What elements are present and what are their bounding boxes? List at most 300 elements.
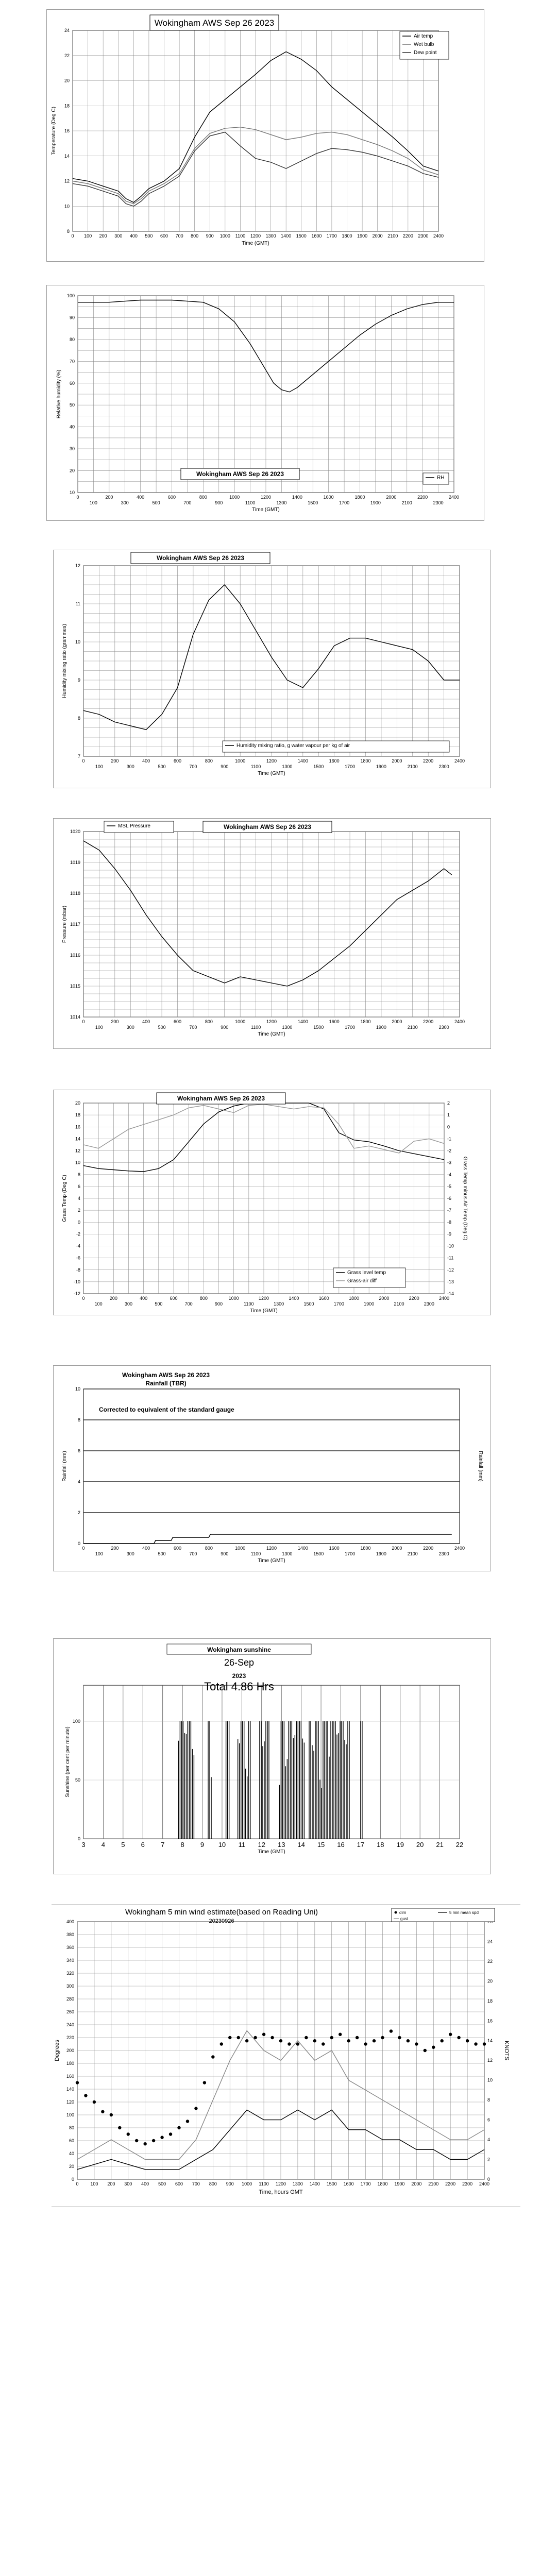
x-tick-label: 2400 xyxy=(454,758,465,764)
x-tick-label: 200 xyxy=(111,758,119,764)
y-tick-label: 40 xyxy=(69,424,75,430)
x-tick-label: 1100 xyxy=(250,764,261,769)
x-tick-label: 1400 xyxy=(281,233,292,239)
sunshine-chart-panel xyxy=(53,1638,491,1874)
x-tick-label: 700 xyxy=(183,500,192,505)
y-tick-label: 70 xyxy=(69,359,75,364)
x-tick-label: 1000 xyxy=(219,233,230,239)
x-tick-label: 1600 xyxy=(329,758,340,764)
x-tick-label: 1400 xyxy=(309,2181,320,2187)
x-tick-label: 2200 xyxy=(445,2181,456,2187)
wind-direction-point xyxy=(110,2113,113,2116)
y-tick-label: 50 xyxy=(75,1777,80,1783)
x-tick-label: 400 xyxy=(129,233,138,239)
x-tick-label: 100 xyxy=(94,1301,103,1307)
x-tick-label: 1900 xyxy=(376,764,386,769)
y-tick-label: 1018 xyxy=(70,891,80,896)
y-tick-label: -10 xyxy=(73,1279,80,1284)
x-tick-label: 600 xyxy=(170,1296,178,1301)
wind-direction-point xyxy=(322,2042,325,2045)
y2-tick-label: -8 xyxy=(447,1219,452,1225)
chart-title-box xyxy=(157,1093,285,1104)
legend-label: Wet bulb xyxy=(414,42,434,47)
x-tick-label: 0 xyxy=(82,758,85,764)
x-tick-label: 100 xyxy=(90,2181,98,2187)
x-tick-label: 100 xyxy=(95,764,103,769)
x-tick-label: 12 xyxy=(258,1841,266,1849)
wind-direction-point xyxy=(449,2033,452,2036)
x-tick-label: 700 xyxy=(189,1025,197,1030)
wind-direction-point xyxy=(101,2110,104,2113)
y-tick-label: 1017 xyxy=(70,922,80,927)
x-axis-title: Time (GMT) xyxy=(242,241,269,246)
y-tick-label: -2 xyxy=(76,1231,80,1237)
x-tick-label: 2400 xyxy=(433,233,444,239)
y-tick-label: 1016 xyxy=(70,953,80,958)
legend-label: RH xyxy=(437,475,445,481)
y-axis-title: Pressure (mbar) xyxy=(62,905,67,943)
wind-direction-point xyxy=(160,2136,163,2139)
x-tick-label: 800 xyxy=(199,495,207,500)
x-tick-label: 9 xyxy=(200,1841,205,1849)
rainfall-chart-panel xyxy=(53,1365,491,1571)
x-tick-label: 1000 xyxy=(235,1019,246,1024)
x-tick-label: 2000 xyxy=(379,1296,390,1301)
x-tick-label: 5 xyxy=(121,1841,125,1849)
y-tick-label: 2 xyxy=(77,1510,80,1515)
y2-tick-label: 0 xyxy=(487,2177,491,2182)
x-axis-title: Time (GMT) xyxy=(250,1308,278,1314)
y2-tick-label: 22 xyxy=(487,1958,493,1964)
x-tick-label: 1100 xyxy=(250,1025,261,1030)
y-tick-label: 10 xyxy=(64,204,70,209)
y-tick-label: 14 xyxy=(64,153,70,159)
wind-direction-point xyxy=(356,2036,359,2039)
wind-direction-point xyxy=(76,2081,79,2084)
wind-direction-point xyxy=(415,2042,418,2045)
y-tick-label: 400 xyxy=(66,1919,74,1924)
x-tick-label: 1100 xyxy=(235,233,246,239)
y-tick-label: -8 xyxy=(76,1267,80,1273)
y-tick-label: 10 xyxy=(75,1386,80,1392)
y-axis-title: Relative humidity (%) xyxy=(56,369,62,419)
chart-title: Wokingham AWS Sep 26 2023 xyxy=(177,1095,265,1102)
x-tick-label: 2300 xyxy=(438,1025,449,1030)
x-tick-label: 900 xyxy=(221,764,229,769)
x-tick-label: 2200 xyxy=(423,758,434,764)
x-tick-label: 900 xyxy=(221,1025,229,1030)
x-tick-label: 800 xyxy=(199,1296,208,1301)
wind-direction-point xyxy=(483,2042,486,2045)
y2-tick-label: 8 xyxy=(487,2097,491,2103)
x-tick-label: 2300 xyxy=(424,1301,434,1307)
legend-label: Grass level temp xyxy=(347,1270,386,1276)
y2-tick-label: 2 xyxy=(447,1100,450,1106)
x-tick-label: 2400 xyxy=(454,1546,465,1551)
y-tick-label: 6 xyxy=(77,1183,80,1189)
x-tick-label: 1400 xyxy=(297,1019,308,1024)
x-tick-label: 700 xyxy=(175,233,183,239)
y2-tick-label: -4 xyxy=(447,1172,452,1177)
wind-direction-point xyxy=(135,2139,138,2142)
x-tick-label: 4 xyxy=(101,1841,106,1849)
pressure-chart xyxy=(54,819,492,1049)
y-axis-title: Degrees xyxy=(54,2040,60,2061)
wind-direction-point xyxy=(373,2039,376,2042)
x-tick-label: 19 xyxy=(396,1841,404,1849)
x-tick-label: 2000 xyxy=(392,1546,402,1551)
wind-direction-point xyxy=(390,2029,393,2032)
x-tick-label: 2300 xyxy=(418,233,429,239)
chart-title: Wokingham AWS Sep 26 2023 xyxy=(223,823,312,831)
x-tick-label: 20 xyxy=(416,1841,424,1849)
x-tick-label: 400 xyxy=(142,1019,150,1024)
chart-title-box xyxy=(131,552,270,564)
wind-direction-point xyxy=(177,2126,180,2129)
x-tick-label: 1500 xyxy=(296,233,307,239)
wind-direction-point xyxy=(288,2042,291,2045)
x-tick-label: 1200 xyxy=(260,495,272,500)
wind-direction-point xyxy=(194,2107,197,2110)
x-tick-label: 1200 xyxy=(250,233,261,239)
chart-subtitle: 20230926 xyxy=(209,1918,234,1924)
y2-tick-label: -14 xyxy=(447,1291,454,1296)
y-tick-label: 60 xyxy=(69,380,75,386)
legend xyxy=(423,473,449,484)
x-tick-label: 2300 xyxy=(438,1551,449,1556)
x-tick-label: 500 xyxy=(158,764,166,769)
y2-tick-label: 16 xyxy=(487,2018,493,2024)
page-divider-top xyxy=(52,1904,520,1905)
sunshine-chart xyxy=(54,1639,492,1875)
x-tick-label: 800 xyxy=(205,1546,213,1551)
x-tick-label: 1500 xyxy=(313,1551,324,1556)
y2-tick-label: -13 xyxy=(447,1279,454,1284)
wind-direction-point xyxy=(347,2039,350,2042)
legend-label: gust xyxy=(400,1917,409,1921)
x-tick-label: 1500 xyxy=(313,764,324,769)
x-tick-label: 500 xyxy=(145,233,153,239)
legend xyxy=(333,1268,405,1287)
x-tick-label: 600 xyxy=(173,758,182,764)
x-tick-label: 1200 xyxy=(266,1019,277,1024)
x-tick-label: 15 xyxy=(317,1841,325,1849)
y-tick-label: 12 xyxy=(75,1148,80,1154)
y-tick-label: 9 xyxy=(77,677,80,683)
x-tick-label: 600 xyxy=(173,1019,182,1024)
x-tick-label: 2300 xyxy=(462,2181,473,2187)
x-tick-label: 1900 xyxy=(364,1301,375,1307)
x-tick-label: 900 xyxy=(215,500,223,505)
x-tick-label: 2100 xyxy=(394,1301,404,1307)
wind-direction-point xyxy=(169,2132,172,2136)
x-tick-label: 1900 xyxy=(394,2181,405,2187)
y2-tick-label: -9 xyxy=(447,1231,452,1237)
x-tick-label: 1000 xyxy=(242,2181,252,2187)
x-tick-label: 1100 xyxy=(244,1301,254,1307)
x-tick-label: 16 xyxy=(337,1841,345,1849)
x-axis-title: Time (GMT) xyxy=(258,771,285,776)
x-tick-label: 1300 xyxy=(274,1301,284,1307)
x-tick-label: 1300 xyxy=(282,764,293,769)
wind-direction-point xyxy=(330,2036,333,2039)
plot-area xyxy=(83,1685,460,1839)
x-axis-title: Time (GMT) xyxy=(258,1031,285,1037)
x-tick-label: 1700 xyxy=(345,1551,356,1556)
y-tick-label: 24 xyxy=(64,28,70,33)
legend-frame xyxy=(423,473,449,484)
wind-chart xyxy=(52,1906,520,2200)
y2-tick-label: 12 xyxy=(487,2058,493,2063)
x-tick-label: 1500 xyxy=(326,2181,337,2187)
x-tick-label: 600 xyxy=(167,495,176,500)
x-tick-label: 1300 xyxy=(276,500,287,505)
wind-direction-point xyxy=(203,2081,206,2084)
x-tick-label: 1900 xyxy=(357,233,368,239)
y-tick-label: -12 xyxy=(73,1291,80,1296)
y-tick-label: 380 xyxy=(66,1932,74,1937)
chart-title: Wokingham AWS Sep 26 2023 xyxy=(156,554,245,562)
wind-direction-point xyxy=(237,2036,240,2039)
x-tick-label: 400 xyxy=(140,1296,148,1301)
legend xyxy=(392,1908,495,1922)
x-tick-label: 2000 xyxy=(392,1019,402,1024)
x-tick-label: 900 xyxy=(214,1301,223,1307)
x-tick-label: 1300 xyxy=(292,2181,303,2187)
y-tick-label: 180 xyxy=(66,2061,74,2066)
x-tick-label: 100 xyxy=(95,1025,103,1030)
x-tick-label: 700 xyxy=(184,1301,193,1307)
x-tick-label: 300 xyxy=(126,764,134,769)
chart-subtitle: Rainfall (TBR) xyxy=(145,1380,187,1387)
x-tick-label: 1200 xyxy=(266,1546,277,1551)
chart-year: 2023 xyxy=(232,1672,246,1680)
x-tick-label: 2200 xyxy=(423,1019,434,1024)
y-tick-label: 260 xyxy=(66,2009,74,2014)
x-tick-label: 2100 xyxy=(387,233,398,239)
y-tick-label: 340 xyxy=(66,1958,74,1963)
x-tick-label: 300 xyxy=(124,2181,132,2187)
temperature-chart xyxy=(47,10,485,262)
x-tick-label: 1500 xyxy=(313,1025,324,1030)
x-tick-label: 1800 xyxy=(360,1546,371,1551)
x-tick-label: 7 xyxy=(161,1841,165,1849)
x-tick-label: 14 xyxy=(297,1841,305,1849)
x-axis-title: Time, hours GMT xyxy=(259,2189,303,2195)
wind-direction-point xyxy=(339,2033,342,2036)
y-tick-label: 10 xyxy=(75,1160,80,1165)
wind-direction-point xyxy=(398,2036,401,2039)
wind-direction-point xyxy=(228,2036,231,2039)
y-tick-label: 0 xyxy=(77,1219,80,1225)
y-axis-title: Temperature (Deg C) xyxy=(51,107,57,155)
chart-title-box xyxy=(203,821,332,833)
y2-tick-label: -6 xyxy=(447,1196,452,1201)
x-tick-label: 2100 xyxy=(401,500,412,505)
chart-subtitle: 26-Sep xyxy=(224,1657,255,1668)
x-tick-label: 1000 xyxy=(235,758,246,764)
x-tick-label: 100 xyxy=(95,1551,103,1556)
x-tick-label: 1600 xyxy=(318,1296,329,1301)
x-tick-label: 700 xyxy=(189,1551,197,1556)
x-tick-label: 300 xyxy=(126,1025,134,1030)
temperature-chart-panel xyxy=(46,9,484,262)
y-tick-label: 10 xyxy=(69,490,75,495)
x-tick-label: 1100 xyxy=(250,1551,261,1556)
x-tick-label: 11 xyxy=(238,1841,246,1849)
y-axis-title: Humidity mixing ratio (grammes) xyxy=(62,624,67,698)
y-tick-label: 18 xyxy=(75,1112,80,1118)
x-tick-label: 500 xyxy=(152,500,160,505)
x-tick-label: 500 xyxy=(155,1301,163,1307)
y-tick-label: 8 xyxy=(77,716,80,721)
y2-tick-label: -12 xyxy=(447,1267,454,1273)
y2-tick-label: 0 xyxy=(447,1124,450,1130)
y2-tick-label: -7 xyxy=(447,1208,452,1213)
sunshine-total: Total 4.86 Hrs xyxy=(204,1680,274,1693)
chart-annotation: Corrected to equivalent of the standard gauge xyxy=(99,1406,234,1413)
x-tick-label: 2100 xyxy=(407,1025,418,1030)
wind-direction-point xyxy=(84,2094,87,2097)
y-tick-label: 12 xyxy=(75,563,80,568)
y-tick-label: 7 xyxy=(77,754,80,759)
x-tick-label: 2200 xyxy=(409,1296,419,1301)
legend-label: MSL Pressure xyxy=(118,823,150,829)
x-tick-label: 900 xyxy=(221,1551,229,1556)
y-tick-label: 4 xyxy=(77,1196,80,1201)
x-tick-label: 500 xyxy=(158,1025,166,1030)
y-tick-label: 0 xyxy=(71,2177,74,2182)
x-tick-label: 22 xyxy=(455,1841,464,1849)
x-tick-label: 1900 xyxy=(370,500,381,505)
x-tick-label: 1600 xyxy=(323,495,334,500)
x-tick-label: 500 xyxy=(158,1551,166,1556)
x-tick-label: 17 xyxy=(357,1841,365,1849)
x-tick-label: 1200 xyxy=(275,2181,286,2187)
x-tick-label: 400 xyxy=(137,495,145,500)
y2-tick-label: -10 xyxy=(447,1243,454,1249)
x-tick-label: 1800 xyxy=(360,758,371,764)
legend-label: dirn xyxy=(399,1910,407,1915)
x-tick-label: 800 xyxy=(205,1019,213,1024)
wind-direction-point xyxy=(441,2039,444,2042)
wind-direction-point xyxy=(127,2132,130,2136)
y-tick-label: 1015 xyxy=(70,984,80,989)
x-tick-label: 1500 xyxy=(308,500,318,505)
x-tick-label: 200 xyxy=(107,2181,115,2187)
x-tick-label: 600 xyxy=(160,233,168,239)
wind-direction-point xyxy=(211,2055,214,2058)
y-tick-label: 100 xyxy=(66,293,75,298)
x-tick-label: 900 xyxy=(206,233,214,239)
y-tick-label: 300 xyxy=(66,1984,74,1989)
x-tick-label: 200 xyxy=(111,1546,119,1551)
x-tick-label: 2400 xyxy=(479,2181,490,2187)
page-divider-bottom xyxy=(52,2206,520,2207)
x-tick-label: 1000 xyxy=(229,495,240,500)
x-tick-label: 200 xyxy=(105,495,113,500)
chart-title: Wokingham AWS Sep 26 2023 xyxy=(122,1371,210,1379)
y-axis-title: Grass Temp (Deg C) xyxy=(62,1175,67,1222)
wind-direction-point xyxy=(118,2126,121,2129)
y-tick-label: 16 xyxy=(75,1124,80,1130)
x-tick-label: 2300 xyxy=(438,764,449,769)
x-tick-label: 21 xyxy=(436,1841,444,1849)
x-tick-label: 1600 xyxy=(329,1546,340,1551)
x-tick-label: 600 xyxy=(173,1546,182,1551)
legend-label: Grass-air diff xyxy=(347,1278,377,1284)
x-tick-label: 1200 xyxy=(258,1296,269,1301)
wind-direction-point xyxy=(262,2033,265,2036)
x-tick-label: 1700 xyxy=(339,500,350,505)
grass-temperature-chart xyxy=(54,1090,492,1316)
legend xyxy=(400,31,449,59)
y2-axis-title: Rainfall (mm) xyxy=(478,1451,483,1482)
y-tick-label: 100 xyxy=(72,1719,80,1724)
y-tick-label: 50 xyxy=(69,402,75,408)
y-tick-label: 220 xyxy=(66,2035,74,2040)
y-tick-label: 240 xyxy=(66,2022,74,2027)
x-tick-label: 2100 xyxy=(407,1551,418,1556)
chart-title: Wokingham sunshine xyxy=(207,1646,271,1653)
wind-direction-point xyxy=(364,2042,367,2045)
y2-tick-label: -1 xyxy=(447,1136,452,1142)
y-tick-label: 11 xyxy=(75,601,80,606)
wind-direction-point xyxy=(313,2039,316,2042)
y-tick-label: 40 xyxy=(69,2151,74,2156)
x-tick-label: 1300 xyxy=(265,233,276,239)
x-tick-label: 2400 xyxy=(448,495,460,500)
x-tick-label: 100 xyxy=(89,500,97,505)
y-tick-label: 160 xyxy=(66,2074,74,2079)
x-tick-label: 1400 xyxy=(297,758,308,764)
x-tick-label: 6 xyxy=(141,1841,145,1849)
x-tick-label: 1400 xyxy=(289,1296,299,1301)
x-tick-label: 1100 xyxy=(259,2181,269,2187)
wind-direction-point xyxy=(466,2039,469,2042)
wind-direction-point xyxy=(407,2039,410,2042)
x-tick-label: 2000 xyxy=(372,233,383,239)
x-tick-label: 1000 xyxy=(228,1296,239,1301)
y-tick-label: 8 xyxy=(66,229,70,234)
y-tick-label: 0 xyxy=(77,1836,80,1841)
wind-direction-point xyxy=(432,2046,435,2049)
x-tick-label: 700 xyxy=(192,2181,200,2187)
wind-direction-point xyxy=(424,2049,427,2052)
legend xyxy=(104,821,174,833)
y-tick-label: 14 xyxy=(75,1136,80,1142)
y-tick-label: 10 xyxy=(75,639,80,645)
mixing-ratio-chart-panel xyxy=(53,550,491,788)
y-tick-label: 80 xyxy=(69,2125,74,2130)
y-tick-label: 280 xyxy=(66,1996,74,2002)
legend xyxy=(223,741,449,752)
x-tick-label: 1000 xyxy=(235,1546,246,1551)
x-tick-label: 1200 xyxy=(266,758,277,764)
x-tick-label: 800 xyxy=(191,233,199,239)
y-tick-label: 60 xyxy=(69,2138,74,2143)
x-tick-label: 1800 xyxy=(342,233,352,239)
y-tick-label: -4 xyxy=(76,1243,80,1249)
pressure-chart-panel xyxy=(53,818,491,1049)
x-tick-label: 1300 xyxy=(282,1025,293,1030)
chart-title-box xyxy=(150,15,279,30)
y-tick-label: 18 xyxy=(64,103,70,109)
x-tick-label: 500 xyxy=(158,2181,166,2187)
y-tick-label: 6 xyxy=(77,1448,80,1453)
wind-direction-point xyxy=(305,2036,308,2039)
y-axis-title: Rainfall (mm) xyxy=(62,1451,67,1482)
